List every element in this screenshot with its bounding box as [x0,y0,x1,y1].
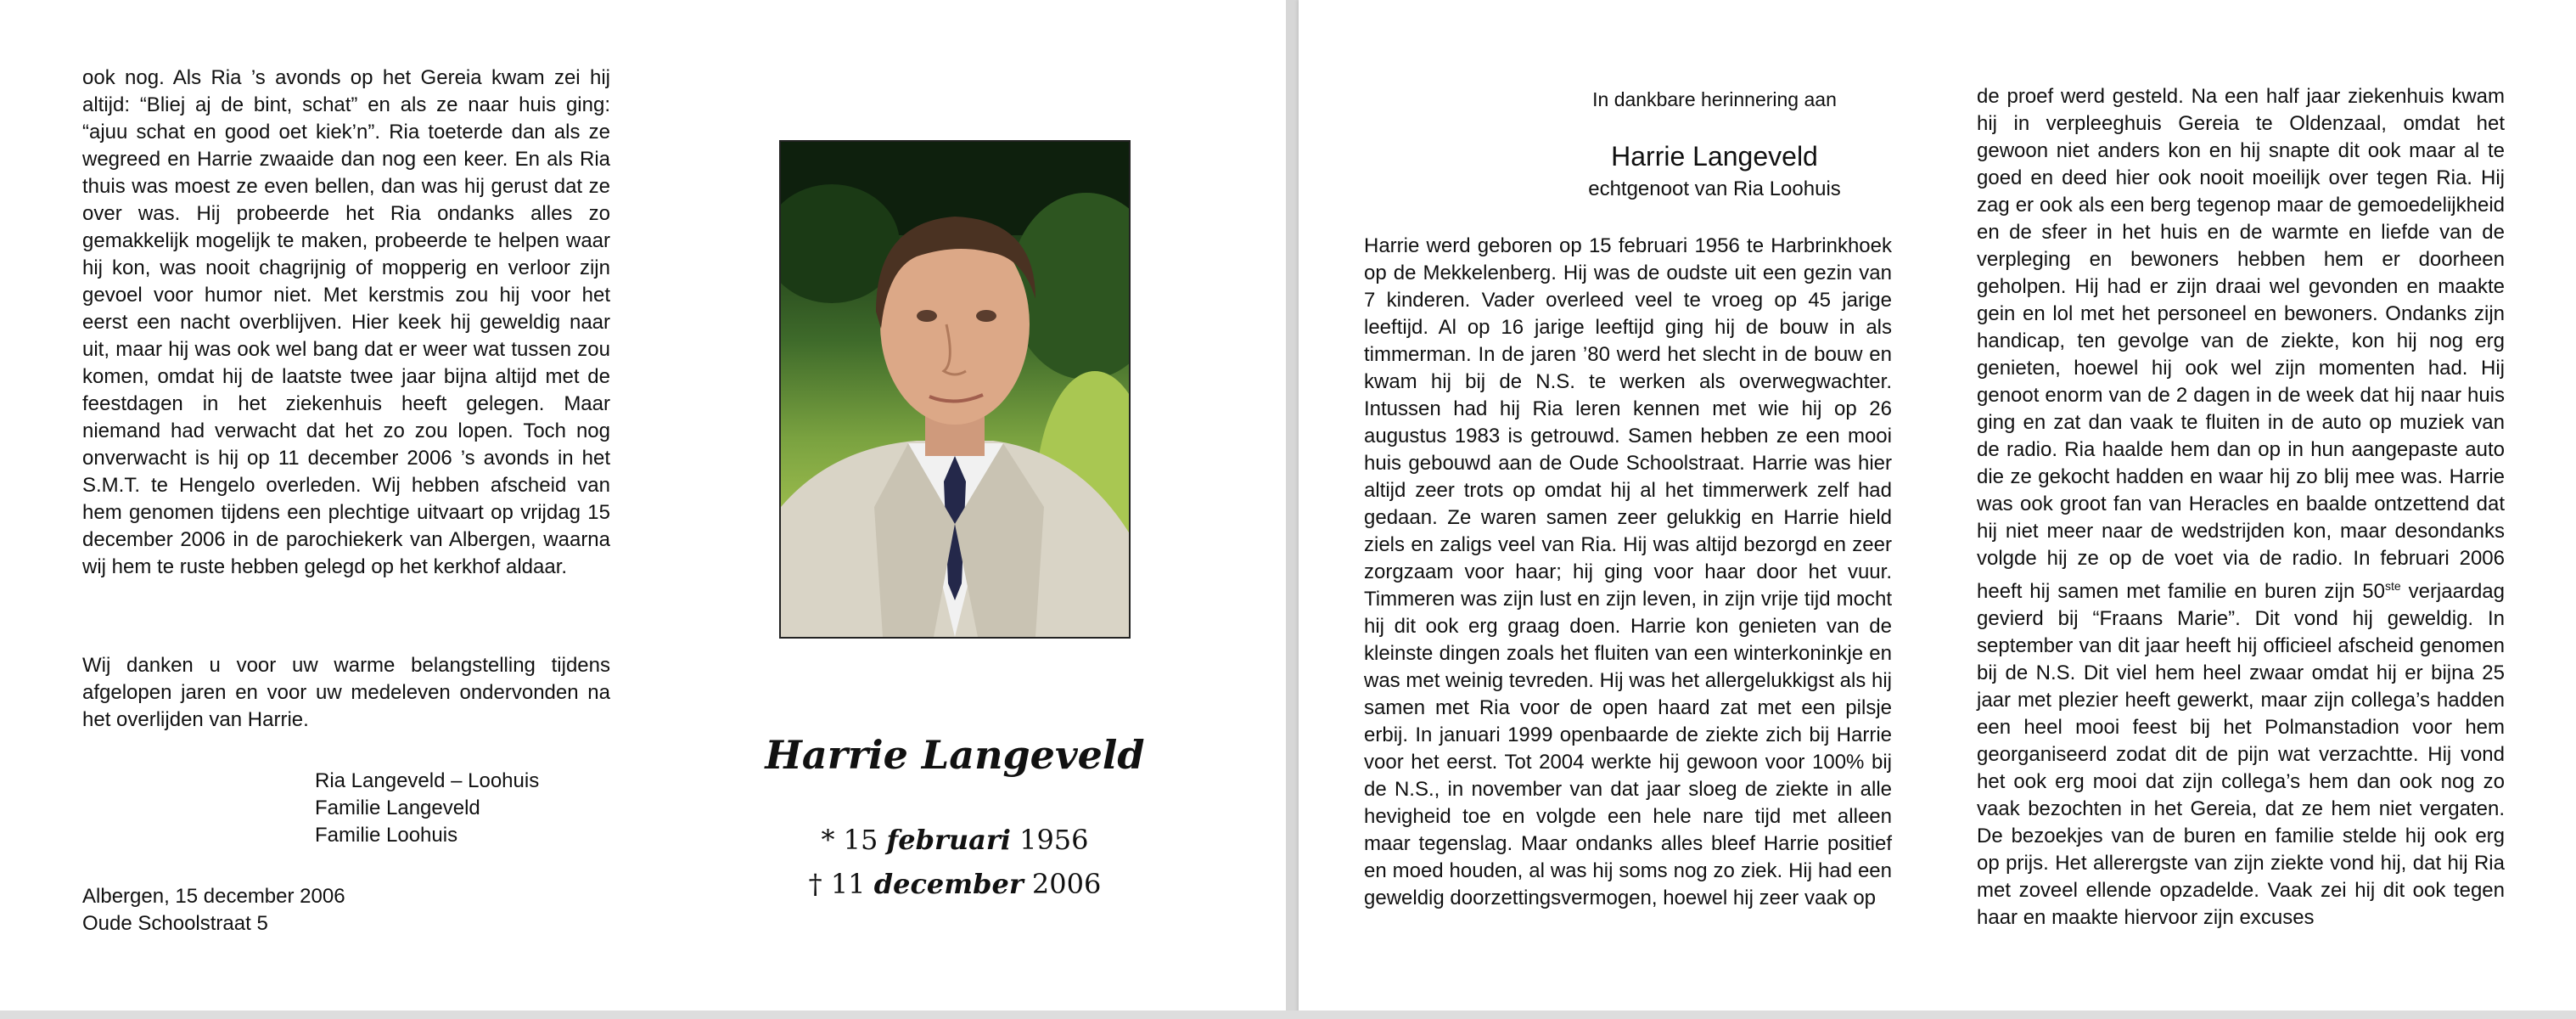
birth-month: februari [886,824,1011,856]
address-line: Albergen, 15 december 2006 [82,885,345,908]
death-symbol: † [808,868,822,900]
portrait-photo [779,140,1131,639]
signature-line: Ria Langeveld – Loohuis [315,769,540,792]
signature-line: Familie Langeveld [315,797,480,819]
card-fold [1286,0,1299,1019]
memorial-subheading: echtgenoot van Ria Loohuis [1588,177,1841,200]
left-card-panel [0,0,1286,1019]
biography-text: de proef werd gesteld. Na een half jaar ziekenhuis kwam hij in verpleeghuis Gereia te Oldenzaal, omdat het gewoon niet anders kon en hij snapte dit ook maar al te goed en deed hier ook nooit moeilijk over tegen Ria. Hij zag er ook als een berg tegenop maar de gemoedelijkheid en de sfeer in het huis en de warmte en liefde van de verpleging en bewoners hebben hem er doorheen geholpen. Hij had er zijn draai wel gevonden en maakte gein en lol met het personeel en bewoners. Ondanks zijn handicap, ten gevolge van de ziekte, kon hij nog erg genieten, hoewel hij ook wel zijn momenten had. Hij genoot enorm van de 2 dagen in de week dat hij naar huis ging en zat dan vaak te fluiten in de auto op muziek van de radio. Ria haalde hem dan op in hun aangepaste auto die ze gekocht hadden en waar hij zo blij mee was. Harrie was ook groot fan van Heracles en baalde ontzettend dat hij niet meer naar de wedstrijden kon, maar desondanks volgde hij ze op de voet via de radio. In februari 2006 heeft hij samen met familie en buren zijn 50 [1977,85,2505,603]
signature-line: Familie Loohuis [315,824,458,847]
death-day: 11 [830,868,866,900]
death-month: december [873,868,1024,900]
birth-year: 1956 [1019,824,1089,856]
closing-paragraph: ook nog. Als Ria ’s avonds op het Gereia kwam zei hij altijd: “Bliej aj de bint, schat” en als ze naar huis ging: “ajuu schat en good oet kiek’n”. Ria toeterde dan als ze wegreed en Harrie zwaaide dan nog een keer. En als Ria thuis was moest ze even bellen, dan was hij gerust dat ze over was. Hij probeerde het Ria ondanks alles zo gemakkelijk mogelijk te maken, probeerde te helpen waar hij kon, was nooit chagrijnig of mopperig en verloor zijn gevoel voor humor niet. Met kerstmis zou hij voor het eerst een nacht overblijven. Hier keek hij geweldig naar uit, maar hij was ook wel bang dat er weer wat tussen zou komen, omdat hij de laatste twee jaar bijna altijd met de feestdagen in het ziekenhuis heeft gelegen. Maar niemand had verwacht dat het zo zou lopen. Toch nog onverwacht is hij op 11 december 2006 ’s avonds in het S.M.T. te Hengelo overleden. Wij hebben afscheid van hem genomen tijdens een plechtige uitvaart op vrijdag 15 december 2006 in de parochiekerk van Albergen, waarna wij hem te ruste hebben gelegd op het kerkhof aldaar. [82,66,610,578]
thanks-paragraph: Wij danken u voor uw warme belangstelling tijdens afgelopen jaren en voor uw medeleven ondervonden na het overlijden van Harrie. [82,654,610,731]
deceased-name-script: Harrie Langeveld [765,732,1145,778]
biography-column-1: Harrie werd geboren op 15 februari 1956 te Harbrinkhoek op de Mekkelenberg. Hij was de oudste uit een gezin van 7 kinderen. Vader overleed veel te vroeg op 45 jarige leeftijd. Al op 16 jarige leeftijd ging hij de bouw in als timmerman. In de jaren ’80 werd het slecht in de bouw en kwam hij bij de N.S. te werken als overwegwachter. Intussen had hij Ria leren kennen met wie hij op 26 augustus 1983 is getrouwd. Samen hebben ze een mooi huis gebouwd aan de Oude Schoolstraat. Harrie was hier altijd zeer trots op omdat hij al het timmerwerk zelf had gedaan. Ze waren samen zeer gelukkig en Harrie hield ziels en zaligs veel van Ria. Hij was altijd bezorgd en zeer zorgzaam voor haar; hij ging voor haar door het vuur. Timmeren was zijn lust en zijn leven, in zijn vrije tijd mocht hij dit ook erg graag doen. Harrie kon genieten van de kleinste dingen zoals het fluiten van een winterkoninkje en was met weinig tevreden. Hij was het allergelukkigst als hij samen met Ria voor de open haard zat met een pilsje erbij. In januari 1999 openbaarde de ziekte zich bij Harrie voor het eerst. Tot 2004 werkte hij gewoon voor 100% bij de N.S., in november van dat jaar sloeg de ziekte in alle hevigheid toe en volgde een hele nare tijd met alleen maar tegenslag. Maar ondanks alles bleef Harrie positief en moed houden, al was hij soms nog zo ziek. Hij had een geweldig doorzettingsvermogen, hoewel hij zeer vaak op [1364,234,1892,909]
ordinal-suffix: ste [2384,579,2401,593]
address [82,883,345,937]
right-card-panel [1299,0,2576,1019]
death-year: 2006 [1031,868,1102,900]
death-date [747,868,1163,900]
birth-symbol: * [821,824,835,856]
memorial-heading: In dankbare herinnering aan [1592,88,1837,110]
biography-text-continued: verjaardag gevierd bij “Fraans Marie”. Dit vond hij geweldig. In september van dit jaar heeft hij officieel afscheid genomen bij de N.S. Dit viel hem heel zwaar omdat hij er bijna 25 jaar met plezier heeft gewerkt, maar zijn collega’s hadden een heel mooi feest bij het Polmanstadion voor hem georganiseerd zodat dit de pijn wat verzachtte. Hij vond het ook erg mooi dat zijn collega’s hem dan ook nog zo vaak bezochten in het Gereia, dat ze hem niet vergaten. De bezoekjes van de buren en familie stelde hij ook erg op prijs. Het allerergste van zijn ziekte vond hij, dat hij Ria met zoveel ellende opzadelde. Vaak zei hij dit ook tegen haar en maakte hiervoor zijn excuses [1977,580,2505,929]
portrait-illustration [781,142,1129,637]
birth-date [747,824,1163,856]
birth-day: 15 [843,824,878,856]
bottom-shadow [0,1011,2576,1019]
address-line: Oude Schoolstraat 5 [82,912,268,935]
biography-column-2 [1977,83,2505,932]
signatures [315,768,539,849]
memorial-name: Harrie Langeveld [1611,141,1818,172]
